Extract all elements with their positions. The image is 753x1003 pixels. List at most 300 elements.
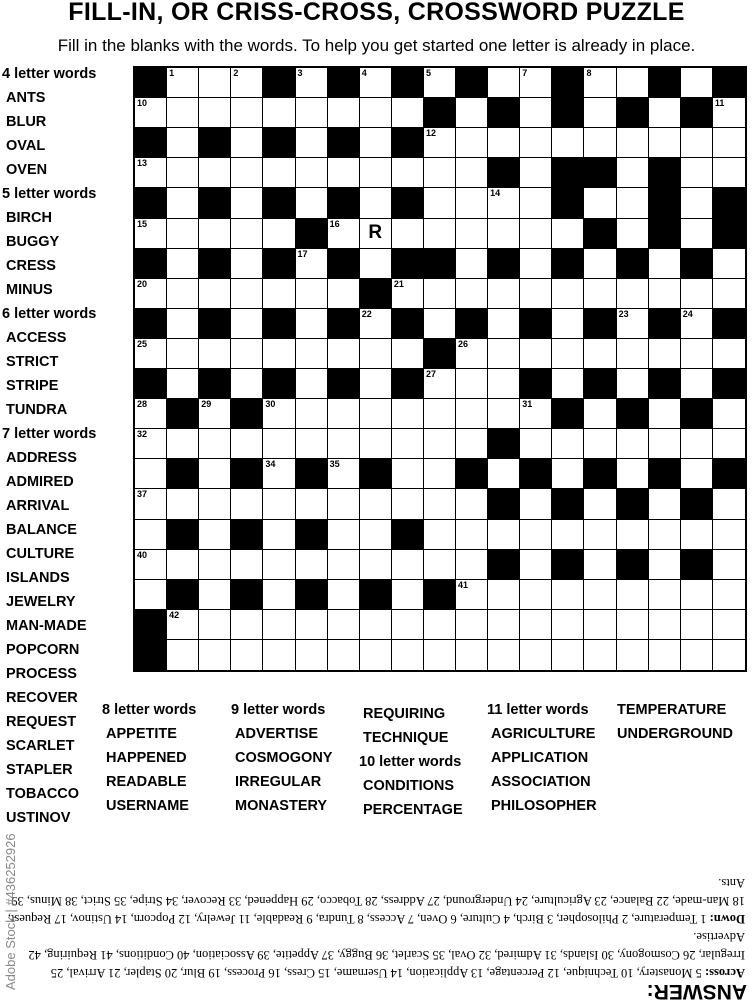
grid-cell[interactable] [263, 219, 295, 249]
grid-cell[interactable] [135, 429, 167, 459]
grid-cell[interactable] [392, 158, 424, 188]
grid-cell[interactable] [584, 399, 616, 429]
grid-cell[interactable] [520, 188, 552, 218]
grid-cell[interactable] [167, 128, 199, 158]
grid-cell[interactable] [552, 520, 584, 550]
grid-cell[interactable] [681, 459, 713, 489]
black-square [520, 369, 552, 399]
grid-cell[interactable] [296, 128, 328, 158]
grid-cell[interactable] [649, 520, 681, 550]
grid-cell[interactable] [296, 98, 328, 128]
grid-cell[interactable] [167, 640, 199, 670]
grid-cell[interactable] [263, 279, 295, 309]
grid-cell[interactable] [520, 339, 552, 369]
grid-cell[interactable] [199, 279, 231, 309]
grid-cell[interactable] [296, 429, 328, 459]
grid-cell[interactable] [360, 640, 392, 670]
grid-cell[interactable] [296, 309, 328, 339]
grid-cell[interactable] [231, 279, 263, 309]
grid-cell[interactable] [649, 550, 681, 580]
grid-cell[interactable] [649, 128, 681, 158]
grid-cell[interactable] [328, 279, 360, 309]
grid-cell[interactable] [424, 309, 456, 339]
grid-cell[interactable] [424, 369, 456, 399]
grid-cell[interactable] [649, 279, 681, 309]
grid-cell[interactable] [520, 640, 552, 670]
grid-cell[interactable] [360, 520, 392, 550]
grid-cell[interactable] [488, 399, 520, 429]
grid-cell[interactable] [584, 520, 616, 550]
grid-cell[interactable] [520, 158, 552, 188]
grid-cell[interactable] [488, 640, 520, 670]
grid-cell[interactable] [360, 128, 392, 158]
grid-cell[interactable] [713, 339, 745, 369]
grid-cell[interactable] [617, 158, 649, 188]
grid-cell[interactable] [199, 399, 231, 429]
grid-cell[interactable] [456, 369, 488, 399]
grid-cell[interactable] [584, 339, 616, 369]
grid-cell[interactable] [584, 128, 616, 158]
word-entry: BUGGY [6, 234, 60, 250]
grid-cell[interactable] [713, 429, 745, 459]
grid-cell[interactable] [617, 309, 649, 339]
grid-cell[interactable] [520, 219, 552, 249]
grid-cell[interactable] [135, 459, 167, 489]
grid-cell[interactable] [199, 429, 231, 459]
grid-cell[interactable] [328, 158, 360, 188]
grid-cell[interactable] [167, 249, 199, 279]
grid-cell[interactable] [360, 158, 392, 188]
grid-cell[interactable] [167, 68, 199, 98]
grid-cell[interactable] [328, 399, 360, 429]
grid-cell[interactable] [328, 339, 360, 369]
grid-cell[interactable] [135, 279, 167, 309]
grid-cell[interactable] [456, 520, 488, 550]
grid-cell[interactable] [199, 580, 231, 610]
grid-cell[interactable] [456, 219, 488, 249]
grid-cell[interactable] [713, 640, 745, 670]
grid-cell[interactable] [167, 279, 199, 309]
grid-cell[interactable] [392, 98, 424, 128]
grid-cell[interactable] [360, 429, 392, 459]
grid-cell[interactable] [199, 640, 231, 670]
grid-cell[interactable] [552, 610, 584, 640]
grid-cell[interactable] [199, 98, 231, 128]
grid-cell[interactable] [360, 489, 392, 519]
grid-cell[interactable] [135, 520, 167, 550]
grid-cell[interactable] [263, 610, 295, 640]
grid-cell[interactable] [713, 550, 745, 580]
grid-cell[interactable] [231, 369, 263, 399]
grid-cell[interactable] [231, 429, 263, 459]
black-square [231, 580, 263, 610]
grid-cell[interactable] [520, 399, 552, 429]
grid-cell[interactable] [167, 219, 199, 249]
grid-cell[interactable] [584, 640, 616, 670]
grid-cell[interactable] [296, 188, 328, 218]
grid-cell[interactable] [135, 550, 167, 580]
grid-cell[interactable] [713, 610, 745, 640]
grid-cell[interactable] [617, 128, 649, 158]
grid-cell[interactable] [263, 520, 295, 550]
grid-cell[interactable] [681, 369, 713, 399]
grid-cell[interactable] [713, 98, 745, 128]
grid-cell[interactable] [167, 98, 199, 128]
grid-cell[interactable] [584, 550, 616, 580]
grid-cell[interactable] [135, 98, 167, 128]
grid-cell[interactable] [488, 188, 520, 218]
grid-cell[interactable] [263, 399, 295, 429]
grid-cell[interactable] [263, 580, 295, 610]
grid-cell[interactable] [199, 339, 231, 369]
grid-cell[interactable] [263, 550, 295, 580]
grid-cell[interactable] [488, 128, 520, 158]
grid-cell[interactable] [167, 188, 199, 218]
grid-cell[interactable] [617, 279, 649, 309]
grid-cell[interactable] [392, 339, 424, 369]
grid-cell[interactable] [135, 158, 167, 188]
grid-cell[interactable] [584, 429, 616, 459]
grid-cell[interactable] [231, 158, 263, 188]
grid-cell[interactable] [520, 610, 552, 640]
grid-cell[interactable] [617, 369, 649, 399]
grid-cell[interactable] [167, 339, 199, 369]
grid-cell[interactable] [392, 219, 424, 249]
grid-cell[interactable] [135, 399, 167, 429]
grid-cell[interactable] [167, 489, 199, 519]
grid-cell[interactable] [456, 188, 488, 218]
grid-cell[interactable] [424, 640, 456, 670]
grid-cell[interactable] [649, 98, 681, 128]
grid-cell[interactable] [424, 610, 456, 640]
grid-cell[interactable] [263, 158, 295, 188]
grid-cell[interactable] [488, 339, 520, 369]
grid-cell[interactable] [488, 68, 520, 98]
grid-cell[interactable] [231, 309, 263, 339]
grid-cell[interactable] [328, 580, 360, 610]
grid-cell[interactable] [520, 429, 552, 459]
grid-cell[interactable] [296, 399, 328, 429]
grid-cell[interactable] [231, 610, 263, 640]
grid-cell[interactable] [520, 98, 552, 128]
grid-cell[interactable] [263, 98, 295, 128]
grid-cell[interactable] [296, 339, 328, 369]
word-entry: USERNAME [106, 798, 189, 814]
grid-cell[interactable] [392, 580, 424, 610]
grid-cell[interactable] [681, 520, 713, 550]
grid-cell[interactable] [424, 158, 456, 188]
grid-cell[interactable] [392, 399, 424, 429]
grid-cell[interactable] [552, 219, 584, 249]
grid-cell[interactable] [456, 640, 488, 670]
grid-cell[interactable] [296, 249, 328, 279]
grid-cell[interactable] [649, 489, 681, 519]
black-square [199, 309, 231, 339]
grid-cell[interactable] [456, 339, 488, 369]
grid-cell[interactable] [392, 279, 424, 309]
grid-cell[interactable] [424, 429, 456, 459]
grid-cell[interactable] [135, 489, 167, 519]
grid-cell[interactable] [296, 279, 328, 309]
grid-cell[interactable] [552, 279, 584, 309]
grid-cell[interactable] [681, 580, 713, 610]
grid-cell[interactable] [199, 489, 231, 519]
grid-cell[interactable] [424, 459, 456, 489]
grid-cell[interactable] [488, 580, 520, 610]
grid-cell[interactable] [328, 459, 360, 489]
grid-cell[interactable] [649, 249, 681, 279]
grid-cell[interactable] [328, 640, 360, 670]
grid-cell[interactable] [360, 550, 392, 580]
grid-cell[interactable] [617, 429, 649, 459]
grid-cell[interactable] [424, 68, 456, 98]
grid-cell[interactable] [681, 219, 713, 249]
grid-cell[interactable] [199, 459, 231, 489]
grid-cell[interactable] [552, 459, 584, 489]
grid-cell[interactable] [520, 550, 552, 580]
grid-cell[interactable] [424, 550, 456, 580]
grid-cell[interactable] [681, 429, 713, 459]
grid-cell[interactable] [360, 610, 392, 640]
grid-cell[interactable] [231, 68, 263, 98]
grid-cell[interactable] [199, 520, 231, 550]
grid-cell[interactable] [713, 489, 745, 519]
grid-cell[interactable] [263, 339, 295, 369]
grid-cell[interactable] [617, 219, 649, 249]
grid-cell[interactable] [552, 429, 584, 459]
grid-cell[interactable] [713, 520, 745, 550]
grid-cell[interactable] [263, 489, 295, 519]
grid-cell[interactable] [296, 369, 328, 399]
grid-cell[interactable] [584, 279, 616, 309]
word-entry: UNDERGROUND [617, 726, 733, 742]
grid-cell[interactable] [167, 429, 199, 459]
grid-cell[interactable] [231, 249, 263, 279]
grid-cell[interactable] [488, 520, 520, 550]
grid-cell[interactable] [649, 640, 681, 670]
grid-cell[interactable] [617, 640, 649, 670]
grid-cell[interactable] [360, 309, 392, 339]
grid-cell[interactable] [167, 550, 199, 580]
black-square [296, 580, 328, 610]
grid-cell[interactable] [199, 158, 231, 188]
grid-cell[interactable] [296, 68, 328, 98]
grid-cell[interactable] [649, 399, 681, 429]
grid-cell[interactable] [488, 279, 520, 309]
grid-cell[interactable] [392, 459, 424, 489]
grid-cell[interactable] [617, 339, 649, 369]
word-entry: ARRIVAL [6, 498, 70, 514]
grid-cell[interactable] [231, 489, 263, 519]
grid-cell[interactable] [584, 188, 616, 218]
grid-cell[interactable] [488, 309, 520, 339]
grid-cell[interactable] [681, 158, 713, 188]
grid-cell[interactable] [199, 610, 231, 640]
grid-cell[interactable] [456, 128, 488, 158]
grid-cell[interactable] [424, 520, 456, 550]
grid-cell[interactable] [360, 219, 392, 249]
grid-cell[interactable] [392, 640, 424, 670]
grid-cell[interactable] [424, 279, 456, 309]
grid-cell[interactable] [263, 429, 295, 459]
grid-cell[interactable] [296, 550, 328, 580]
grid-cell[interactable] [713, 279, 745, 309]
grid-cell[interactable] [649, 610, 681, 640]
grid-cell[interactable] [135, 339, 167, 369]
grid-cell[interactable] [296, 610, 328, 640]
grid-cell[interactable] [392, 550, 424, 580]
grid-cell[interactable] [681, 188, 713, 218]
grid-cell[interactable] [488, 610, 520, 640]
grid-cell[interactable] [231, 640, 263, 670]
grid-cell[interactable] [296, 640, 328, 670]
grid-cell[interactable] [520, 489, 552, 519]
grid-cell[interactable] [360, 369, 392, 399]
grid-cell[interactable] [392, 610, 424, 640]
grid-cell[interactable] [552, 128, 584, 158]
grid-cell[interactable] [552, 339, 584, 369]
given-letter: R [368, 221, 383, 243]
grid-cell[interactable] [328, 98, 360, 128]
grid-cell[interactable] [617, 68, 649, 98]
grid-cell[interactable] [681, 339, 713, 369]
grid-cell[interactable] [552, 369, 584, 399]
grid-cell[interactable] [713, 580, 745, 610]
grid-cell[interactable] [584, 249, 616, 279]
grid-cell[interactable] [649, 580, 681, 610]
grid-cell[interactable] [328, 489, 360, 519]
grid-cell[interactable] [520, 580, 552, 610]
grid-cell[interactable] [617, 188, 649, 218]
black-square [713, 459, 745, 489]
black-square [456, 68, 488, 98]
grid-cell[interactable] [488, 369, 520, 399]
grid-cell[interactable] [296, 489, 328, 519]
grid-cell[interactable] [584, 489, 616, 519]
grid-cell[interactable] [360, 188, 392, 218]
grid-cell[interactable] [713, 249, 745, 279]
grid-cell[interactable] [328, 429, 360, 459]
grid-cell[interactable] [713, 158, 745, 188]
grid-cell[interactable] [231, 188, 263, 218]
grid-cell[interactable] [488, 219, 520, 249]
grid-cell[interactable] [328, 219, 360, 249]
grid-cell[interactable] [681, 128, 713, 158]
grid-cell[interactable] [681, 640, 713, 670]
grid-cell[interactable] [167, 309, 199, 339]
grid-cell[interactable] [231, 339, 263, 369]
grid-cell[interactable] [392, 489, 424, 519]
grid-cell[interactable] [520, 128, 552, 158]
grid-cell[interactable] [360, 98, 392, 128]
clue-number: 27 [425, 369, 436, 379]
grid-cell[interactable] [520, 68, 552, 98]
grid-cell[interactable] [520, 520, 552, 550]
grid-cell[interactable] [584, 68, 616, 98]
grid-cell[interactable] [584, 98, 616, 128]
grid-cell[interactable] [456, 98, 488, 128]
grid-cell[interactable] [263, 459, 295, 489]
grid-cell[interactable] [456, 399, 488, 429]
grid-cell[interactable] [488, 459, 520, 489]
grid-cell[interactable] [167, 610, 199, 640]
grid-cell[interactable] [617, 520, 649, 550]
grid-cell[interactable] [360, 399, 392, 429]
grid-cell[interactable] [360, 249, 392, 279]
black-square [392, 309, 424, 339]
grid-cell[interactable] [424, 128, 456, 158]
grid-cell[interactable] [199, 68, 231, 98]
grid-cell[interactable] [681, 309, 713, 339]
grid-cell[interactable] [649, 339, 681, 369]
grid-cell[interactable] [617, 610, 649, 640]
grid-cell[interactable] [135, 219, 167, 249]
grid-cell[interactable] [584, 580, 616, 610]
grid-cell[interactable] [681, 610, 713, 640]
grid-cell[interactable] [199, 550, 231, 580]
grid-cell[interactable] [424, 399, 456, 429]
grid-cell[interactable] [520, 249, 552, 279]
black-square [681, 550, 713, 580]
grid-cell[interactable] [424, 219, 456, 249]
grid-cell[interactable] [456, 610, 488, 640]
grid-cell[interactable] [167, 369, 199, 399]
grid-cell[interactable] [456, 158, 488, 188]
grid-cell[interactable] [231, 128, 263, 158]
black-square [167, 459, 199, 489]
grid-cell[interactable] [167, 158, 199, 188]
grid-cell[interactable] [649, 429, 681, 459]
black-square [360, 459, 392, 489]
grid-cell[interactable] [713, 399, 745, 429]
grid-cell[interactable] [199, 219, 231, 249]
grid-cell[interactable] [231, 550, 263, 580]
grid-cell[interactable] [713, 128, 745, 158]
grid-cell[interactable] [424, 188, 456, 218]
grid-cell[interactable] [328, 610, 360, 640]
grid-cell[interactable] [231, 219, 263, 249]
grid-cell[interactable] [456, 249, 488, 279]
black-square [424, 580, 456, 610]
grid-cell[interactable] [681, 68, 713, 98]
grid-cell[interactable] [552, 640, 584, 670]
grid-cell[interactable] [360, 68, 392, 98]
grid-cell[interactable] [424, 489, 456, 519]
grid-cell[interactable] [552, 309, 584, 339]
grid-cell[interactable] [456, 580, 488, 610]
grid-cell[interactable] [328, 520, 360, 550]
grid-cell[interactable] [584, 610, 616, 640]
grid-cell[interactable] [456, 489, 488, 519]
grid-cell[interactable] [520, 279, 552, 309]
grid-cell[interactable] [360, 339, 392, 369]
grid-cell[interactable] [456, 429, 488, 459]
grid-cell[interactable] [135, 580, 167, 610]
grid-cell[interactable] [681, 279, 713, 309]
grid-cell[interactable] [456, 550, 488, 580]
grid-cell[interactable] [456, 279, 488, 309]
grid-cell[interactable] [617, 459, 649, 489]
grid-cell[interactable] [263, 640, 295, 670]
black-square [199, 249, 231, 279]
grid-cell[interactable] [296, 158, 328, 188]
grid-cell[interactable] [392, 429, 424, 459]
grid-cell[interactable] [231, 98, 263, 128]
grid-cell[interactable] [552, 580, 584, 610]
grid-cell[interactable] [328, 550, 360, 580]
clue-number: 25 [137, 338, 148, 349]
grid-cell[interactable] [617, 580, 649, 610]
